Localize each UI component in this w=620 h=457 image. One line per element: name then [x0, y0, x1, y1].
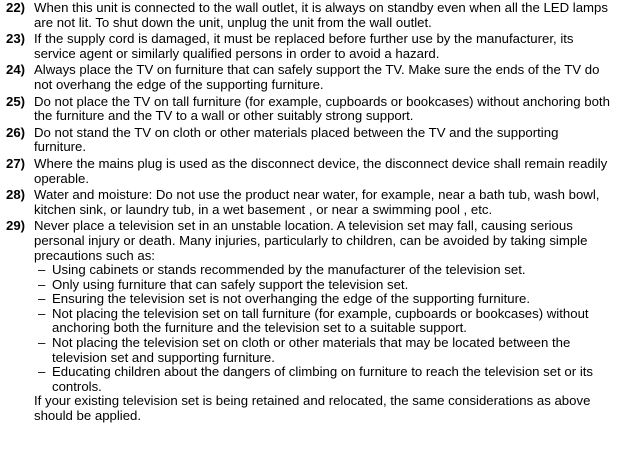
item-number: 22) — [6, 0, 26, 15]
precaution-text: Using cabinets or stands recommended by the manufacturer of the television set. — [52, 262, 526, 278]
instruction-item-24 — [6, 63, 614, 92]
item-text: Do not place the TV on tall furniture (for example, cupboards or bookcases) without anchoring both the furniture and the TV to a wall or other suitably strong support. — [34, 93, 610, 124]
item-text: Do not stand the TV on cloth or other materials placed between the TV and the supporting furniture. — [34, 124, 559, 155]
precaution-bullet — [38, 263, 614, 278]
precaution-bullet — [38, 336, 614, 365]
item-number: 26) — [6, 124, 26, 140]
dash-marker: – — [38, 262, 46, 278]
dash-marker: – — [38, 335, 46, 351]
instruction-item-27 — [6, 157, 614, 186]
item-text: Where the mains plug is used as the disconnect device, the disconnect device shall remain readily operable. — [34, 155, 608, 186]
item-29-intro: Never place a television set in an unstable location. A television set may fall, causing serious personal injury or death. Many injuries, particularly to children, can be avoided by taking simple precautions such as: — [34, 218, 588, 263]
precaution-bullet — [38, 292, 614, 307]
precaution-bullet — [38, 365, 614, 394]
instruction-item-28 — [6, 188, 614, 217]
item-text: Water and moisture: Do not use the product near water, for example, near a bath tub, wash bowl, kitchen sink, or laundry tub, in a wet basement , or near a swimming pool , etc. — [34, 187, 600, 217]
instruction-item-26 — [6, 126, 614, 155]
item-text: When this unit is connected to the wall outlet, it is always on standby even when all the LED lamps are not lit. To shut down the unit, unplug the unit from the wall outlet. — [34, 0, 608, 30]
item-text: Always place the TV on furniture that can safely support the TV. Make sure the ends of the TV do not overhang the edge of the supporting furniture. — [34, 62, 600, 92]
precaution-bullet — [38, 278, 614, 293]
item-number: 24) — [6, 62, 26, 78]
precaution-text: Not placing the television set on cloth or other materials that may be located between the television set and supporting furniture. — [52, 335, 571, 365]
item-number: 27) — [6, 155, 26, 171]
precaution-bullet — [38, 307, 614, 336]
item-number: 25) — [6, 93, 26, 109]
precaution-text: Only using furniture that can safely support the television set. — [52, 276, 409, 292]
item-number: 29) — [6, 218, 26, 234]
item-29-body — [34, 219, 614, 423]
dash-marker: – — [38, 291, 46, 307]
precaution-text: Educating children about the dangers of climbing on furniture to reach the television set or its controls. — [52, 364, 594, 394]
instruction-item-29 — [6, 219, 614, 423]
instruction-item-23 — [6, 32, 614, 61]
item-number: 28) — [6, 187, 26, 203]
item-29-closing: If your existing television set is being retained and relocated, the same considerations as above should be applied. — [34, 393, 591, 424]
precaution-text: Not placing the television set on tall furniture (for example, cupboards or bookcases) without anchoring both the furniture and the television set to a suitable support. — [52, 305, 589, 336]
instruction-item-25 — [6, 95, 614, 124]
dash-marker: – — [38, 305, 46, 321]
dash-marker: – — [38, 364, 46, 380]
precaution-text: Ensuring the television set is not overhanging the edge of the supporting furniture. — [52, 291, 530, 307]
instruction-item-22 — [6, 1, 614, 30]
item-text: If the supply cord is damaged, it must be replaced before further use by the manufacturer, its service agent or similarly qualified persons in order to avoid a hazard. — [34, 31, 574, 61]
dash-marker: – — [38, 276, 46, 292]
item-number: 23) — [6, 31, 26, 47]
